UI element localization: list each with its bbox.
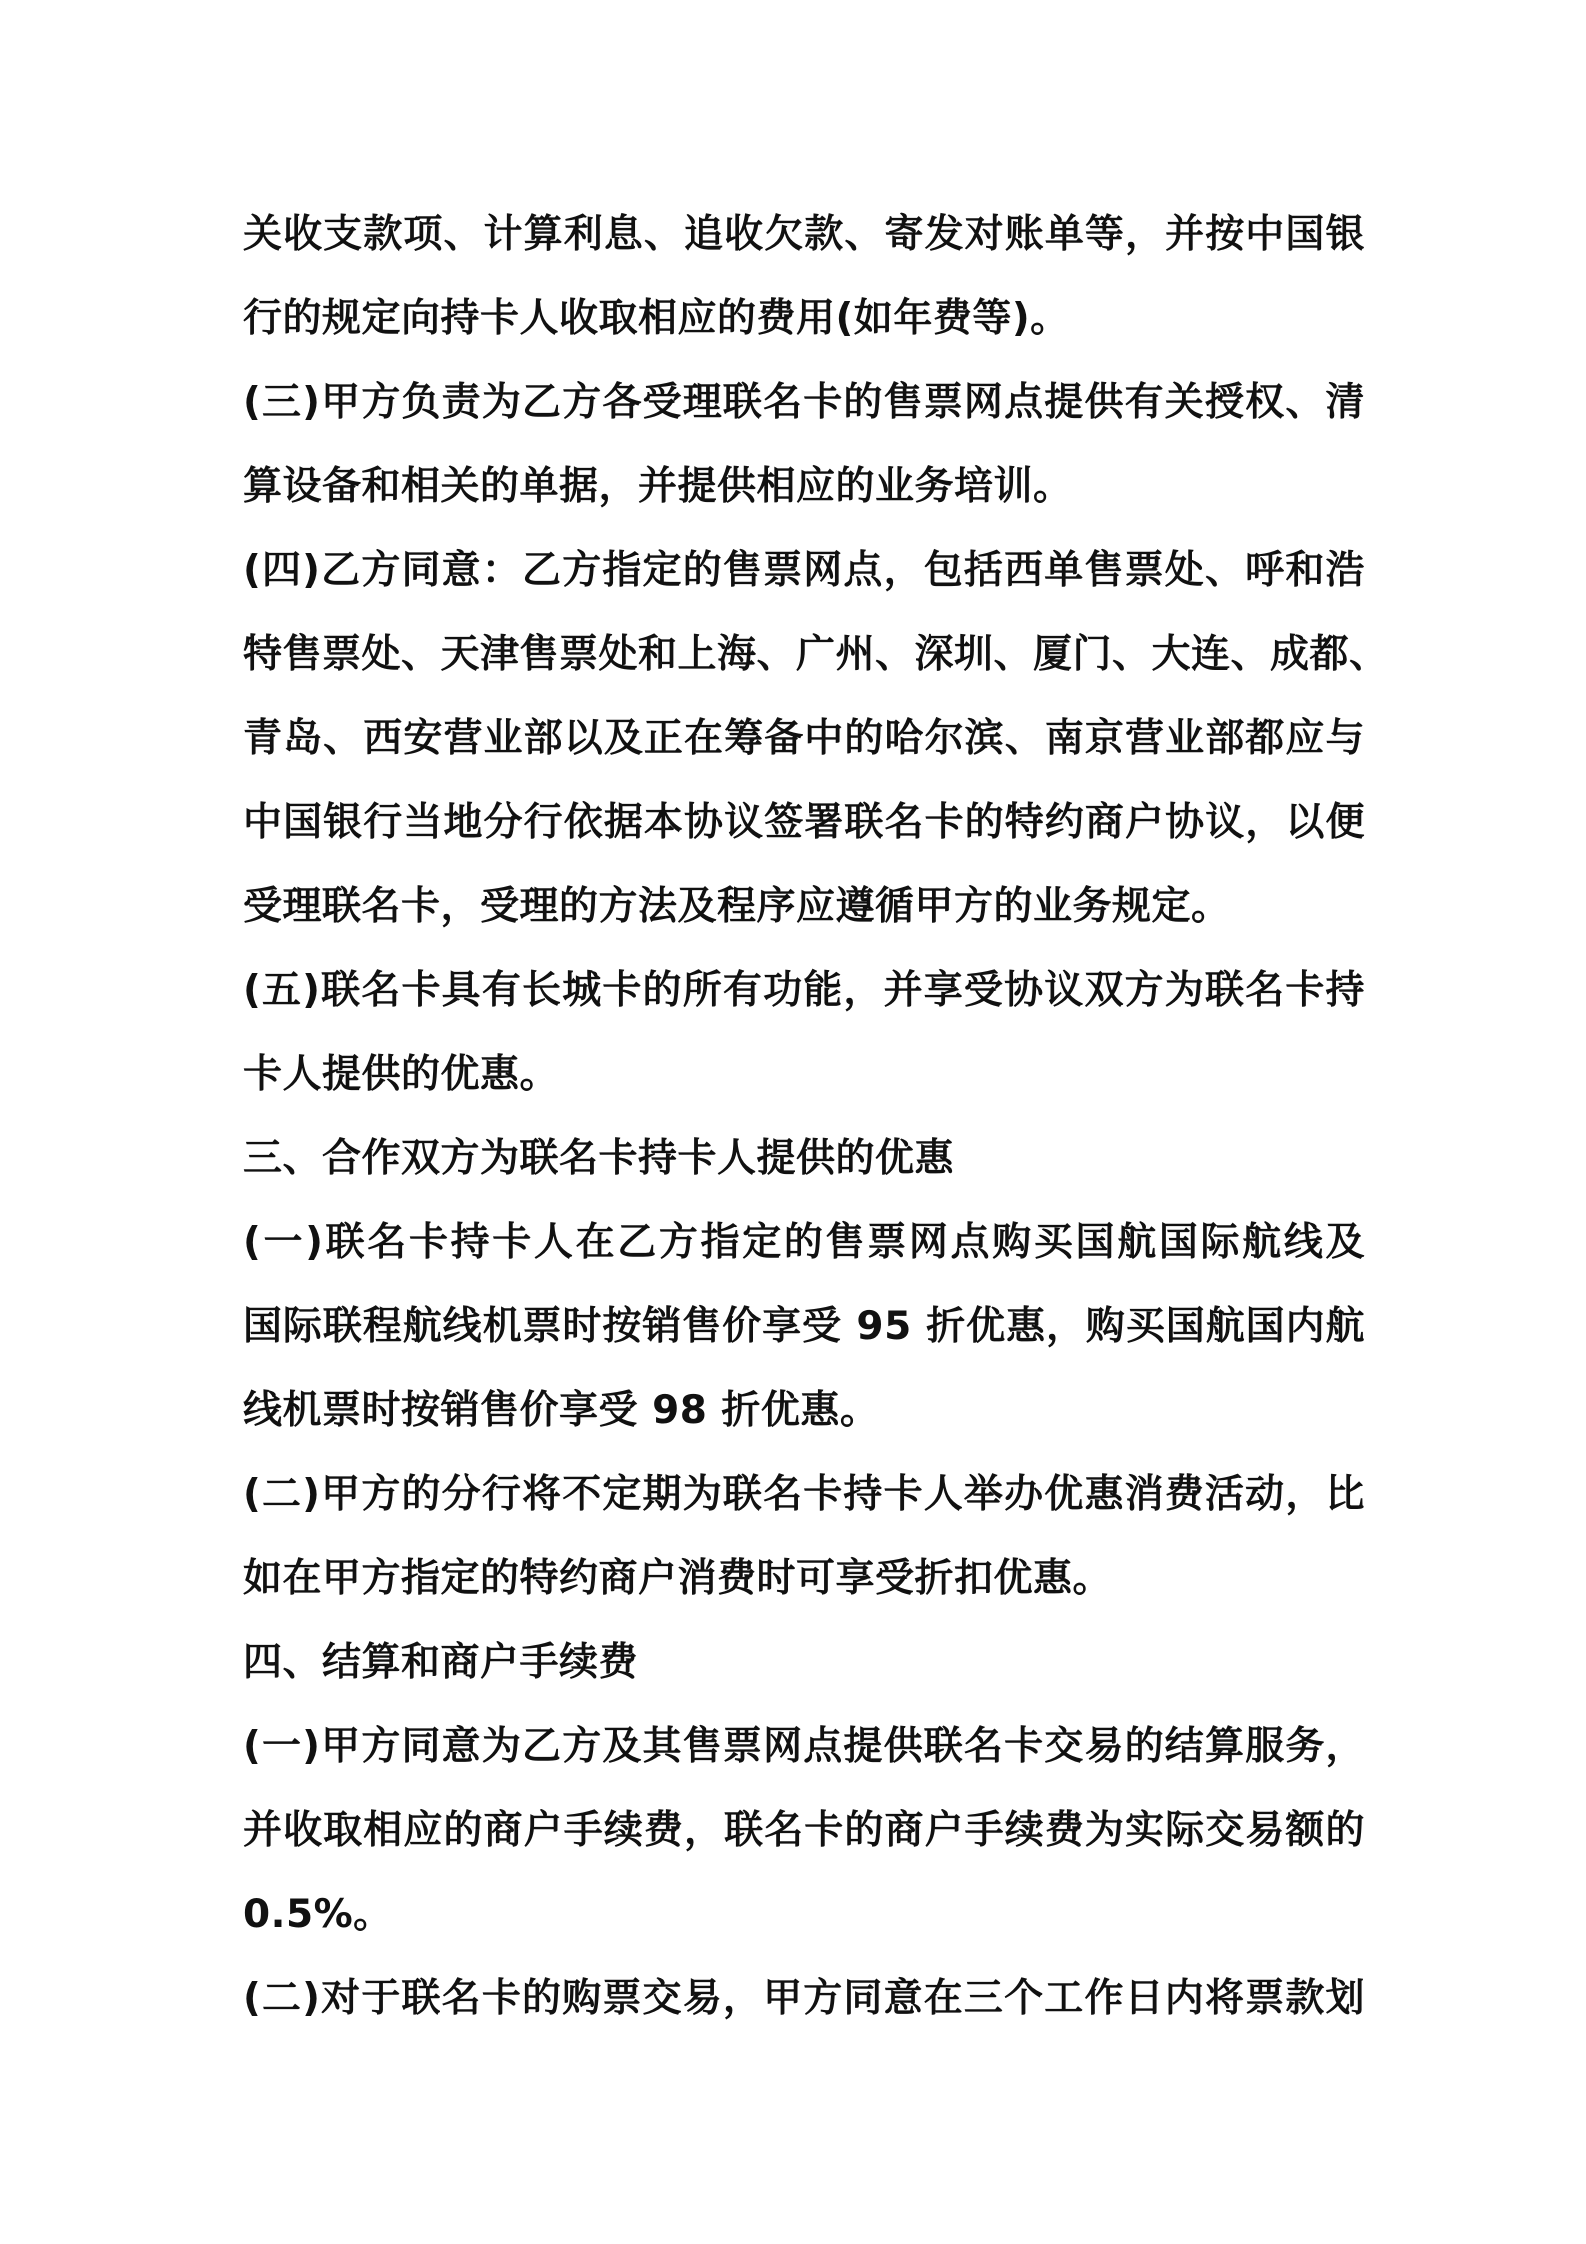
text-line: 特售票处、天津售票处和上海、广州、深圳、厦门、大连、成都、 xyxy=(243,632,1389,677)
text-line: 行的规定向持卡人收取相应的费用(如年费等)。 xyxy=(243,296,1070,341)
text-line: 线机票时按销售价享受 98 折优惠。 xyxy=(243,1388,880,1433)
text-line: 关收支款项、计算利息、追收欠款、寄发对账单等，并按中国银 xyxy=(243,212,1365,257)
text-line: (四)乙方同意：乙方指定的售票网点，包括西单售票处、呼和浩 xyxy=(243,548,1365,593)
text-line: 受理联名卡，受理的方法及程序应遵循甲方的业务规定。 xyxy=(243,884,1231,929)
text-line: (一)甲方同意为乙方及其售票网点提供联名卡交易的结算服务， xyxy=(243,1724,1365,1769)
text-line: (五)联名卡具有长城卡的所有功能，并享受协议双方为联名卡持 xyxy=(243,968,1365,1013)
text-line: 0.5%。 xyxy=(243,1892,393,1937)
text-line: 四、结算和商户手续费 xyxy=(243,1640,639,1685)
text-line: 卡人提供的优惠。 xyxy=(243,1052,560,1097)
text-line: (三)甲方负责为乙方各受理联名卡的售票网点提供有关授权、清 xyxy=(243,380,1365,425)
text-line: (一)联名卡持卡人在乙方指定的售票网点购买国航国际航线及 xyxy=(243,1220,1365,1265)
text-line: 三、合作双方为联名卡持卡人提供的优惠 xyxy=(243,1136,955,1181)
text-line: 青岛、西安营业部以及正在筹备中的哈尔滨、南京营业部都应与 xyxy=(243,716,1365,761)
text-line: 国际联程航线机票时按销售价享受 95 折优惠，购买国航国内航 xyxy=(243,1304,1365,1349)
document-body xyxy=(243,193,1389,2041)
text-line: 中国银行当地分行依据本协议签署联名卡的特约商户协议，以便 xyxy=(243,800,1365,845)
text-line: 如在甲方指定的特约商户消费时可享受折扣优惠。 xyxy=(243,1556,1113,1601)
text-line: (二)对于联名卡的购票交易，甲方同意在三个工作日内将票款划 xyxy=(243,1976,1365,2021)
text-line: (二)甲方的分行将不定期为联名卡持卡人举办优惠消费活动，比 xyxy=(243,1472,1365,1517)
text-line: 并收取相应的商户手续费，联名卡的商户手续费为实际交易额的 xyxy=(243,1808,1365,1853)
text-line: 算设备和相关的单据，并提供相应的业务培训。 xyxy=(243,464,1073,509)
